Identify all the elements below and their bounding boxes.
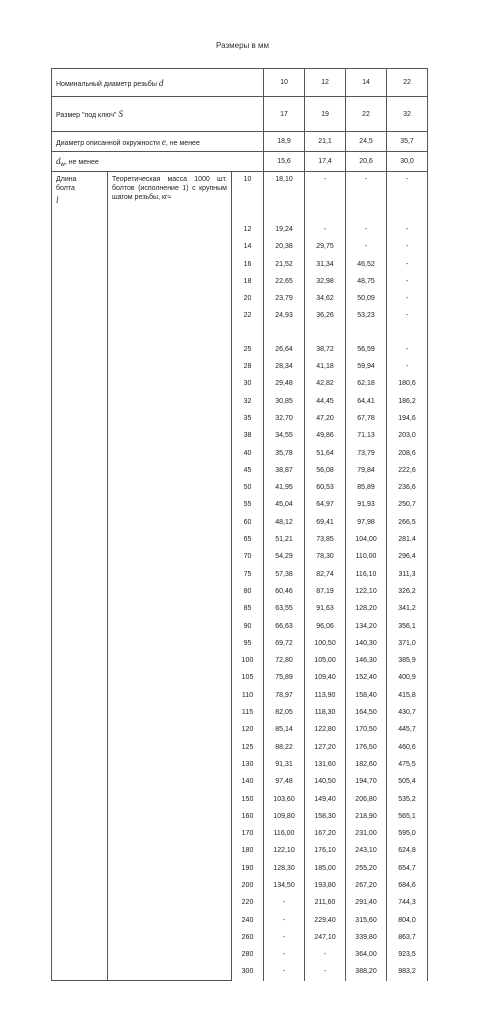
mass-cell-d12: 131,60: [314, 760, 336, 768]
bolt-length-cell: 170: [241, 830, 254, 838]
bolt-length-label-2: болта: [56, 185, 75, 192]
mass-cell-d22: 356,1: [398, 622, 416, 630]
bolt-length-cell: 70: [243, 553, 252, 561]
mass-cell-d12: 113,90: [314, 691, 336, 699]
mass-cell-d12: -: [323, 176, 327, 183]
mass-cell-d14: 50,09: [357, 295, 375, 303]
mass-cell-d22: 744,3: [398, 899, 416, 907]
mass-cell-d10: -: [282, 951, 286, 959]
mass-cell-d14: 164,50: [355, 709, 377, 717]
mass-cell-d12: 176,10: [314, 847, 336, 855]
circle-diameter-value: 35,7: [387, 132, 428, 152]
mass-cell-d14: 152,40: [355, 674, 377, 682]
mass-cell-d12: 51,64: [316, 449, 334, 457]
bolt-length-cell: 28: [243, 363, 252, 371]
mass-cell-d14: 267,20: [355, 881, 377, 889]
mass-cell-d10: 35,78: [275, 449, 293, 457]
mass-cell-d22: -: [405, 243, 409, 251]
circle-diameter-value: 24,5: [346, 132, 387, 152]
bolt-length-cell: 120: [241, 726, 254, 734]
mass-cell-d10: 57,38: [275, 570, 293, 578]
mass-cell-d22: 250,7: [398, 501, 416, 509]
dw-suffix: , не менее: [64, 158, 99, 166]
circle-diameter-row: [52, 132, 428, 152]
mass-cell-d12: 229,40: [314, 916, 336, 924]
bolt-length-cell: 105: [241, 674, 254, 682]
mass-cell-d22: 923,5: [398, 951, 416, 959]
key-size-value: 19: [305, 97, 346, 132]
mass-cell-d22: 430,7: [398, 709, 416, 717]
mass-cell-d22: 535,2: [398, 795, 416, 803]
mass-cell-d14: 71,13: [357, 432, 375, 440]
bolt-length-cell: 180: [241, 847, 254, 855]
mass-cell-d10: 20,38: [275, 243, 293, 251]
dw-value: 20,6: [346, 152, 387, 172]
mass-cell-d12: 31,34: [316, 260, 334, 268]
bolt-length-label-1: Длина: [56, 176, 77, 183]
mass-cell-d22: 266,5: [398, 518, 416, 526]
mass-cell-d10: 97,48: [275, 778, 293, 786]
bolt-length-cell: 160: [241, 812, 254, 820]
bolt-length-cell: 25: [243, 345, 252, 353]
bolt-length-cell: 190: [241, 864, 254, 872]
mass-cell-d12: 185,00: [314, 864, 336, 872]
mass-cell-d12: 56,08: [316, 466, 334, 474]
mass-cell-d22: 624,8: [398, 847, 416, 855]
mass-cell-d10: 128,30: [273, 864, 295, 872]
mass-cell-d10: 28,34: [275, 363, 293, 371]
bolt-length-cell: 35: [243, 414, 252, 422]
mass-cell-d10: -: [282, 933, 286, 941]
mass-cell-d14: 364,00: [355, 951, 377, 959]
bolt-length-symbol: l: [56, 195, 59, 205]
mass-cell-d10: 69,72: [275, 639, 293, 647]
mass-cell-d22: 505,4: [398, 778, 416, 786]
row-spacer: [387, 325, 427, 341]
mass-cell-d10: 66,63: [275, 622, 293, 630]
bolt-length-cell: 200: [241, 881, 254, 889]
thread-diameter-symbol: d: [158, 77, 164, 88]
mass-cell-d14: 67,78: [357, 414, 375, 422]
key-size-value: 17: [264, 97, 305, 132]
mass-cell-d10: 72,80: [275, 657, 293, 665]
bolt-length-cell: 10: [243, 176, 252, 183]
thread-diameter-label: Номинальный диаметр резьбы: [56, 80, 157, 88]
mass-cell-d22: 475,5: [398, 760, 416, 768]
mass-cell-d14: 134,20: [355, 622, 377, 630]
mass-cell-d10: 48,12: [275, 518, 293, 526]
mass-cell-d22: 203,0: [398, 432, 416, 440]
mass-cell-d14: 206,80: [355, 795, 377, 803]
bolt-length-cell: 220: [241, 899, 254, 907]
mass-cell-d12: 34,62: [316, 295, 334, 303]
bolt-dimensions-table: [51, 68, 428, 981]
circle-diameter-suffix: , не менее: [165, 139, 200, 147]
bolt-length-cell: 150: [241, 795, 254, 803]
mass-cell-d22: 236,6: [398, 484, 416, 492]
mass-cell-d14: 231,00: [355, 830, 377, 838]
bolt-length-cell: 22: [243, 312, 252, 320]
mass-cell-d12: 140,50: [314, 778, 336, 786]
bolt-length-cell: 45: [243, 466, 252, 474]
mass-cell-d22: -: [405, 312, 409, 320]
mass-cell-d14: 122,10: [355, 587, 377, 595]
row-spacer: [305, 187, 345, 221]
mass-cell-d12: 29,75: [316, 243, 334, 251]
mass-header: Теоретическая масса 1000 шт. болтов (исполнение 1) с крупным шагом резьбы, кг≈: [108, 172, 232, 981]
bolt-length-cell: 65: [243, 536, 252, 544]
bolt-length-cell: 40: [243, 449, 252, 457]
mass-cell-d14: -: [364, 243, 368, 251]
mass-cell-d10: -: [282, 916, 286, 924]
mass-cell-d22: 208,6: [398, 449, 416, 457]
mass-cell-d12: 49,86: [316, 432, 334, 440]
bolt-length-header: [52, 172, 108, 981]
mass-cell-d22: 654,7: [398, 864, 416, 872]
bolt-length-cell: 95: [243, 639, 252, 647]
mass-cell-d10: 91,31: [275, 760, 293, 768]
bolt-length-cell: 14: [243, 243, 252, 251]
mass-cell-d22: -: [405, 295, 409, 303]
mass-cell-d12: 158,30: [314, 812, 336, 820]
bolt-length-cell: 140: [241, 778, 254, 786]
bolt-length-cell: 75: [243, 570, 252, 578]
mass-cell-d14: 46,52: [357, 260, 375, 268]
mass-cell-d10: 82,05: [275, 709, 293, 717]
mass-cell-d12: 118,30: [314, 709, 336, 717]
mass-cell-d14: 59,94: [357, 363, 375, 371]
mass-cell-d10: 24,93: [275, 312, 293, 320]
mass-cell-d12: -: [323, 968, 327, 976]
mass-cell-d22: 565,1: [398, 812, 416, 820]
mass-cell-d14: 339,80: [355, 933, 377, 941]
mass-cell-d12: 41,18: [316, 363, 334, 371]
mass-cell-d22: 296,4: [398, 553, 416, 561]
mass-column-d12: [305, 172, 346, 981]
circle-diameter-symbol: e: [161, 136, 166, 147]
bolt-length-cell: 115: [241, 709, 254, 717]
mass-cell-d14: 315,60: [355, 916, 377, 924]
mass-cell-d12: 36,26: [316, 312, 334, 320]
dw-header: [52, 152, 264, 172]
mass-cell-d10: 21,52: [275, 260, 293, 268]
mass-cell-d14: 79,84: [357, 466, 375, 474]
mass-cell-d10: 32,70: [275, 414, 293, 422]
mass-cell-d22: 445,7: [398, 726, 416, 734]
bolt-length-cell: 80: [243, 587, 252, 595]
mass-cell-d10: 75,89: [275, 674, 293, 682]
circle-diameter-value: 18,9: [264, 132, 305, 152]
mass-cell-d22: 863,7: [398, 933, 416, 941]
mass-cell-d10: -: [282, 968, 286, 976]
circle-diameter-value: 21,1: [305, 132, 346, 152]
mass-cell-d14: 170,50: [355, 726, 377, 734]
key-size-value: 22: [346, 97, 387, 132]
mass-cell-d14: 110,00: [355, 553, 377, 561]
mass-cell-d22: 180,6: [398, 380, 416, 388]
mass-cell-d12: 149,40: [314, 795, 336, 803]
mass-cell-d10: 63,55: [275, 605, 293, 613]
mass-cell-d12: 69,41: [316, 518, 334, 526]
length-column: [232, 172, 264, 981]
mass-cell-d14: 388,20: [355, 968, 377, 976]
bolt-length-cell: 12: [243, 226, 252, 233]
bolt-length-cell: 125: [241, 743, 254, 751]
mass-cell-d10: 51,21: [275, 536, 293, 544]
thread-diameter-row: [52, 69, 428, 97]
bolt-length-cell: 18: [243, 277, 252, 285]
mass-cell-d22: 804,0: [398, 916, 416, 924]
mass-cell-d22: 400,9: [398, 674, 416, 682]
row-spacer: [232, 325, 263, 341]
row-spacer: [232, 187, 263, 221]
mass-column-d14: [346, 172, 387, 981]
row-spacer: [387, 187, 427, 221]
mass-cell-d10: 60,46: [275, 587, 293, 595]
mass-cell-d14: 128,20: [355, 605, 377, 613]
mass-cell-d22: -: [405, 176, 409, 183]
mass-cell-d12: 82,74: [316, 570, 334, 578]
row-spacer: [264, 187, 304, 221]
bolt-length-cell: 240: [241, 916, 254, 924]
bolt-length-cell: 300: [241, 968, 254, 976]
mass-cell-d22: 222,6: [398, 466, 416, 474]
mass-cell-d12: 193,80: [314, 881, 336, 889]
bolt-length-cell: 110: [241, 691, 254, 699]
dw-symbol: d: [56, 155, 61, 166]
mass-cell-d10: 134,50: [273, 881, 295, 889]
mass-cell-d14: -: [364, 226, 368, 233]
mass-cell-d14: -: [364, 176, 368, 183]
mass-cell-d12: 127,20: [314, 743, 336, 751]
bolt-length-cell: 85: [243, 605, 252, 613]
mass-cell-d22: 341,2: [398, 605, 416, 613]
mass-cell-d14: 182,60: [355, 760, 377, 768]
thread-diameter-value: 12: [305, 69, 346, 97]
mass-cell-d14: 97,98: [357, 518, 375, 526]
mass-cell-d22: -: [405, 277, 409, 285]
mass-cell-d12: 211,60: [314, 899, 336, 907]
dw-value: 17,4: [305, 152, 346, 172]
mass-cell-d12: 91,63: [316, 605, 334, 613]
mass-cell-d14: 291,40: [355, 899, 377, 907]
mass-cell-d12: 42,82: [316, 380, 334, 388]
mass-cell-d22: -: [405, 345, 409, 353]
mass-cell-d22: 415,8: [398, 691, 416, 699]
bolt-length-cell: 30: [243, 380, 252, 388]
row-spacer: [346, 187, 386, 221]
mass-cell-d22: 595,0: [398, 830, 416, 838]
mass-cell-d14: 85,89: [357, 484, 375, 492]
mass-cell-d10: 26,64: [275, 345, 293, 353]
bolt-length-cell: 32: [243, 397, 252, 405]
mass-cell-d12: 44,45: [316, 397, 334, 405]
bolt-length-cell: 100: [241, 657, 254, 665]
mass-cell-d10: 54,29: [275, 553, 293, 561]
mass-cell-d10: 30,85: [275, 397, 293, 405]
mass-cell-d14: 146,30: [355, 657, 377, 665]
mass-cell-d12: 73,85: [316, 536, 334, 544]
mass-cell-d22: 281,4: [398, 536, 416, 544]
mass-cell-d14: 53,23: [357, 312, 375, 320]
mass-cell-d12: 78,30: [316, 553, 334, 561]
mass-cell-d10: 103,60: [273, 795, 295, 803]
mass-cell-d14: 64,41: [357, 397, 375, 405]
mass-cell-d10: 38,87: [275, 466, 293, 474]
thread-diameter-value: 22: [387, 69, 428, 97]
bolt-length-cell: 130: [241, 760, 254, 768]
mass-cell-d12: 32,98: [316, 277, 334, 285]
mass-cell-d22: 311,3: [398, 570, 416, 578]
mass-cell-d14: 48,75: [357, 277, 375, 285]
mass-cell-d12: 167,20: [314, 830, 336, 838]
mass-cell-d10: 116,00: [273, 830, 295, 838]
mass-cell-d14: 218,90: [355, 812, 377, 820]
dw-value: 15,6: [264, 152, 305, 172]
mass-cell-d10: 88,22: [275, 743, 293, 751]
mass-cell-d12: 47,20: [316, 414, 334, 422]
bolt-length-cell: 60: [243, 518, 252, 526]
mass-cell-d10: 29,48: [275, 380, 293, 388]
mass-cell-d10: 23,79: [275, 295, 293, 303]
mass-cell-d12: 38,72: [316, 345, 334, 353]
dw-subscript: w: [60, 161, 65, 168]
mass-cell-d22: 371,0: [398, 639, 416, 647]
dw-row: [52, 152, 428, 172]
key-size-label: Размер "под ключ": [56, 112, 117, 119]
mass-cell-d14: 62,18: [357, 380, 375, 388]
mass-cell-d10: 122,10: [273, 847, 295, 855]
row-spacer: [305, 325, 345, 341]
mass-cell-d10: 18,10: [275, 176, 293, 183]
units-caption: Размеры в мм: [216, 41, 269, 50]
mass-column-d22: [387, 172, 428, 981]
mass-column-d10: [264, 172, 305, 981]
key-size-row: [52, 97, 428, 132]
row-spacer: [264, 325, 304, 341]
mass-cell-d12: 87,19: [316, 587, 334, 595]
circle-diameter-label: Диаметр описанной окружности: [56, 139, 160, 147]
mass-cell-d14: 116,10: [355, 570, 377, 578]
bolt-length-cell: 50: [243, 484, 252, 492]
mass-cell-d12: 100,50: [314, 639, 336, 647]
thread-diameter-value: 10: [264, 69, 305, 97]
mass-cell-d10: 19,24: [275, 226, 293, 233]
mass-cell-d10: 22,65: [275, 277, 293, 285]
mass-cell-d22: 983,2: [398, 968, 416, 976]
mass-cell-d14: 73,79: [357, 449, 375, 457]
mass-cell-d12: 122,80: [314, 726, 336, 734]
bolt-length-cell: 16: [243, 260, 252, 268]
bolt-length-cell: 260: [241, 933, 254, 941]
mass-cell-d14: 255,20: [355, 864, 377, 872]
mass-cell-d22: 460,6: [398, 743, 416, 751]
mass-cell-d14: 104,00: [355, 536, 377, 544]
thread-diameter-value: 14: [346, 69, 387, 97]
circle-diameter-header: [52, 132, 264, 152]
bolt-length-cell: 280: [241, 951, 254, 959]
mass-cell-d10: -: [282, 899, 286, 907]
mass-cell-d22: 326,2: [398, 587, 416, 595]
mass-cell-d12: 64,97: [316, 501, 334, 509]
mass-cell-d10: 34,55: [275, 432, 293, 440]
mass-cell-d14: 56,59: [357, 345, 375, 353]
mass-cell-d10: 85,14: [275, 726, 293, 734]
mass-cell-d12: 60,53: [316, 484, 334, 492]
bolt-length-cell: 90: [243, 622, 252, 630]
mass-cell-d14: 176,50: [355, 743, 377, 751]
mass-cell-d22: -: [405, 226, 409, 233]
mass-cell-d10: 45,04: [275, 501, 293, 509]
mass-cell-d12: -: [323, 951, 327, 959]
row-spacer: [346, 325, 386, 341]
key-size-header: [52, 97, 264, 132]
length-mass-row: [52, 172, 428, 981]
bolt-length-cell: 20: [243, 295, 252, 303]
mass-cell-d12: 105,00: [314, 657, 336, 665]
mass-cell-d10: 109,80: [273, 812, 295, 820]
key-size-value: 32: [387, 97, 428, 132]
mass-cell-d22: 684,6: [398, 881, 416, 889]
thread-diameter-header: [52, 69, 264, 97]
mass-cell-d22: 186,2: [398, 397, 416, 405]
mass-cell-d14: 194,70: [355, 778, 377, 786]
mass-cell-d22: -: [405, 260, 409, 268]
key-size-symbol: S: [118, 109, 123, 119]
mass-cell-d10: 41,95: [275, 484, 293, 492]
mass-cell-d14: 243,10: [355, 847, 377, 855]
mass-cell-d12: 109,40: [314, 674, 336, 682]
mass-cell-d14: 140,30: [355, 639, 377, 647]
mass-cell-d10: 78,97: [275, 691, 293, 699]
bolt-length-cell: 38: [243, 432, 252, 440]
mass-cell-d12: 96,06: [316, 622, 334, 630]
mass-cell-d12: -: [323, 226, 327, 233]
mass-cell-d12: 247,10: [314, 933, 336, 941]
mass-cell-d22: 194,6: [398, 414, 416, 422]
mass-cell-d14: 158,40: [355, 691, 377, 699]
mass-cell-d22: 385,9: [398, 657, 416, 665]
mass-cell-d22: -: [405, 363, 409, 371]
dw-value: 30,0: [387, 152, 428, 172]
bolt-length-cell: 55: [243, 501, 252, 509]
mass-cell-d14: 91,93: [357, 501, 375, 509]
